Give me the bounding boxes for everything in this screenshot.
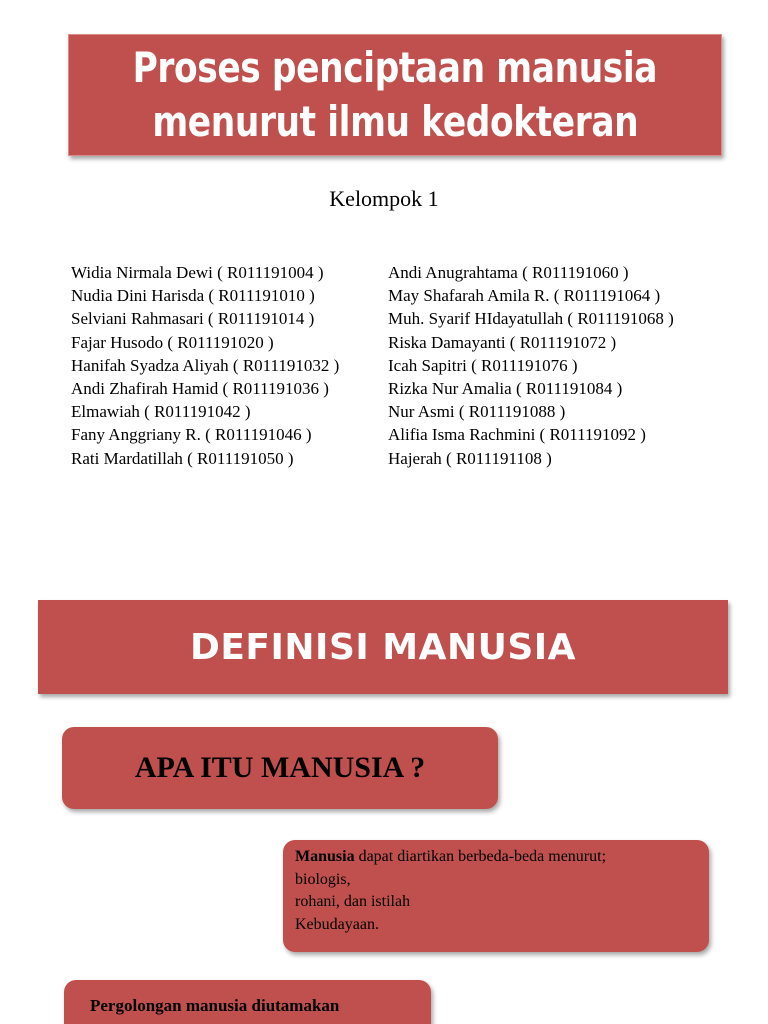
question-box [62, 727, 498, 809]
member-name: Andi Anugrahtama ( R011191060 ) [388, 263, 629, 282]
answer-box [283, 840, 709, 952]
definition-banner [38, 600, 728, 694]
member-name: May Shafarah Amila R. ( R011191064 ) [388, 286, 661, 306]
member-name: Andi Zhafirah Hamid ( R011191036 ) [71, 379, 329, 399]
member-name: Selviani Rahmasari ( R011191014 ) [71, 309, 315, 329]
member-name: Fany Anggriany R. ( R011191046 ) [71, 425, 312, 445]
definition-title: DEFINISI MANUSIA [189, 626, 577, 668]
answer-term: Manusia [295, 848, 355, 865]
member-name: Rati Mardatillah ( R011191050 ) [71, 448, 294, 468]
title-line-1: Proses penciptaan manusia [132, 43, 658, 92]
member-name: Nudia Dini Harisda ( R011191010 ) [71, 286, 315, 306]
member-name: Elmawiah ( R011191042 ) [71, 402, 251, 422]
member-name: Alifia Isma Rachmini ( R011191092 ) [388, 425, 646, 445]
member-name: Muh. Syarif HIdayatullah ( R011191068 ) [388, 309, 674, 329]
slide-definition [0, 590, 768, 1024]
answer-line: biologis, [295, 870, 351, 888]
member-name: Widia Nirmala Dewi ( R011191004 ) [71, 263, 324, 282]
title-line-2: menurut ilmu kedokteran [152, 97, 638, 146]
answer-first-line [295, 846, 697, 869]
answer-line: rohani, dan istilah [295, 893, 411, 910]
category-box [64, 980, 431, 1024]
answer-line: Kebudayaan. [295, 915, 379, 933]
member-name: Hanifah Syadza Aliyah ( R011191032 ) [71, 355, 340, 375]
category-text: Pergolongan manusia diutamakan [90, 996, 340, 1015]
answer-first-line-rest: dapat diartikan berbeda-beda menurut; [354, 848, 607, 865]
member-name: Fajar Husodo ( R011191020 ) [71, 332, 274, 352]
title-banner [68, 34, 722, 156]
member-name: Icah Sapitri ( R011191076 ) [388, 355, 578, 375]
group-subtitle: Kelompok 1 [329, 186, 439, 211]
members-left-column [71, 261, 339, 470]
members-right-column [388, 261, 674, 470]
member-name: Rizka Nur Amalia ( R011191084 ) [388, 379, 623, 399]
member-name: Hajerah ( R011191108 ) [388, 448, 552, 468]
member-name: Riska Damayanti ( R011191072 ) [388, 332, 617, 352]
question-text: APA ITU MANUSIA ? [134, 751, 426, 784]
member-name: Nur Asmi ( R011191088 ) [388, 402, 566, 422]
